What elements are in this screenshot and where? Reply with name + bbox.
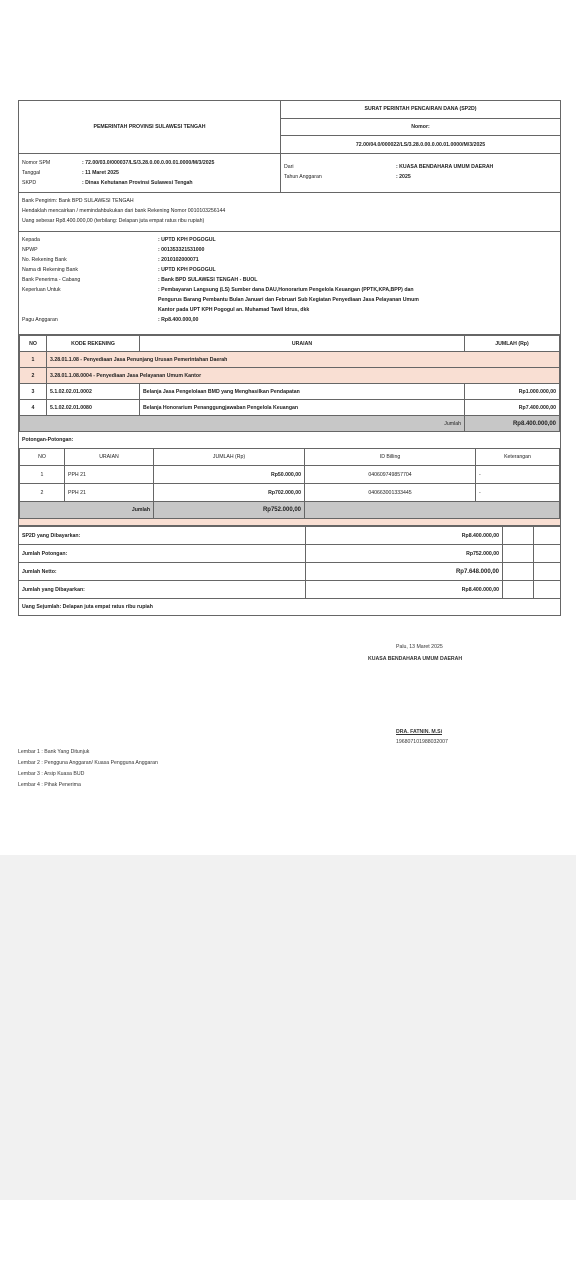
info-label: Dari	[284, 164, 294, 170]
sp2d-title-block	[281, 101, 560, 153]
nomor-value: 72.00/04.0/000022/LS/3.28.0.00.0.00.01.0000/M/3/2025	[355, 141, 486, 148]
signature-nip: 196807101988032007	[396, 739, 448, 745]
total-row	[20, 502, 560, 519]
summary-row	[19, 545, 560, 563]
empty-cell	[503, 527, 534, 545]
bank-instruction: Hendaklah mencairkan / memindahbukukan dari bank Rekening Nomor 0010103256144	[22, 208, 226, 214]
recipient-row	[22, 315, 557, 325]
potongan-total-label: Jumlah	[20, 502, 154, 519]
col-jumlah: JUMLAH (Rp)	[154, 449, 305, 466]
summary-value: Rp7.648.000,00	[306, 563, 503, 581]
row-uraian: Belanja Honorarium Penanggungjawaban Pengelola Keuangan	[140, 400, 465, 416]
total-value: Rp8.400.000,00	[465, 416, 560, 432]
recipient-row	[22, 235, 557, 245]
table-row	[20, 484, 560, 502]
recipient-value: Pengurus Barang Pembantu Bulan Januari dan Februari Sub Kegiatan Penyediaan Jasa Pelayanan Umum	[158, 297, 419, 303]
divider-band	[19, 519, 560, 526]
total-label: Jumlah	[20, 416, 465, 432]
government-title: PEMERINTAH PROVINSI SULAWESI TENGAH	[19, 101, 281, 153]
terbilang: Uang Sejumlah: Delapan juta empat ratus ribu rupiah	[22, 604, 153, 610]
info-row	[22, 178, 277, 188]
empty-cell	[534, 581, 561, 599]
row-program: 3.28.01.1.08.0004 - Penyediaan Jasa Pelayanan Umum Kantor	[47, 368, 560, 384]
recipient-value: : Bank BPD SULAWESI TENGAH - BUOL	[158, 277, 258, 283]
summary-value: Rp8.400.000,00	[306, 581, 503, 599]
recipient-row	[22, 275, 557, 285]
row-no: 2	[20, 368, 47, 384]
recipient-label	[22, 305, 158, 315]
row-jumlah: Rp50.000,00	[154, 466, 305, 484]
info-row	[284, 162, 557, 172]
col-no: NO	[20, 449, 65, 466]
signature-role: KUASA BENDAHARA UMUM DAERAH	[368, 656, 463, 662]
summary-value: Rp752.000,00	[306, 545, 503, 563]
recipient-row	[22, 265, 557, 275]
info-value: : KUASA BENDAHARA UMUM DAERAH	[396, 164, 494, 170]
recipient-label: Bank Penerima - Cabang	[22, 277, 81, 283]
recipient-value: : 001353321531000	[158, 247, 205, 253]
rekening-table	[19, 335, 560, 432]
empty-cell	[503, 581, 534, 599]
row-program: 3.28.01.1.08 - Penyediaan Jasa Penunjang Urusan Pemerintahan Daerah	[47, 352, 560, 368]
info-value: : Dinas Kehutanan Provinsi Sulawesi Tengah	[82, 180, 193, 186]
info-value: : 2025	[396, 174, 411, 180]
recipient-label: Kepada	[22, 237, 40, 243]
col-keterangan: Keterangan	[476, 449, 560, 466]
col-jumlah: JUMLAH (Rp)	[465, 336, 560, 352]
viewer-background	[0, 855, 576, 1200]
table-row	[20, 368, 560, 384]
signature-name: DRA. FATNIN. M.Si	[396, 729, 443, 735]
recipient-label	[22, 295, 158, 305]
recipient-value: : UPTD KPH POGOGUL	[158, 237, 216, 243]
summary-label: Jumlah yang Dibayarkan:	[19, 581, 306, 599]
col-uraian: URAIAN	[65, 449, 154, 466]
recipient-row	[22, 305, 557, 315]
lembar-item: Lembar 3 : Arsip Kuasa BUD	[18, 771, 85, 777]
row-billing: 040609749857704	[305, 466, 476, 484]
bank-section	[19, 193, 560, 232]
row-uraian: PPH 21	[65, 466, 154, 484]
info-value: : 72.00/03.0/000037/LS/3.28.0.00.0.00.01.0000/M/3/2025	[82, 160, 215, 166]
lembar-item: Lembar 2 : Pengguna Anggaran/ Kuasa Pengguna Anggaran	[18, 760, 158, 766]
row-billing: 040663001333445	[305, 484, 476, 502]
potongan-title: Potongan-Potongan:	[22, 437, 74, 443]
row-no: 4	[20, 400, 47, 416]
recipient-value: : Rp8.400.000,00	[158, 317, 199, 323]
table-row	[20, 400, 560, 416]
empty-cell	[534, 527, 561, 545]
table-row	[20, 384, 560, 400]
row-kode: 5.1.02.02.01.0080	[47, 400, 140, 416]
nomor-label: Nomor:	[281, 119, 560, 137]
info-row	[284, 172, 557, 182]
row-kode: 5.1.02.02.01.0002	[47, 384, 140, 400]
recipient-row	[22, 295, 557, 305]
recipient-label: Keperluan Untuk	[22, 287, 61, 293]
summary-label: Jumlah Netto:	[19, 563, 306, 581]
info-row	[22, 158, 277, 168]
total-row	[20, 416, 560, 432]
row-jumlah: Rp702.000,00	[154, 484, 305, 502]
lembar-item: Lembar 4 : Pihak Penerima	[18, 782, 81, 788]
col-kode: KODE REKENING	[47, 336, 140, 352]
lembar-item: Lembar 1 : Bank Yang Ditunjuk	[18, 749, 90, 755]
spm-info-right	[281, 154, 560, 192]
potongan-total-value: Rp752.000,00	[154, 502, 305, 519]
row-uraian: Belanja Jasa Pengelolaan BMD yang Menghasilkan Pendapatan	[140, 384, 465, 400]
table-row	[20, 352, 560, 368]
recipient-label: NPWP	[22, 247, 38, 253]
recipient-section	[19, 232, 560, 335]
empty-cell	[534, 563, 561, 581]
potongan-table	[19, 448, 560, 519]
recipient-row	[22, 245, 557, 255]
recipient-label: Pagu Anggaran	[22, 317, 58, 323]
row-jumlah: Rp7.400.000,00	[465, 400, 560, 416]
recipient-row	[22, 255, 557, 265]
summary-row	[19, 527, 560, 545]
info-label: Tahun Anggaran	[284, 174, 322, 180]
spm-info	[19, 154, 560, 193]
info-value: : 11 Maret 2025	[82, 170, 119, 176]
recipient-value: : 2010102000071	[158, 257, 199, 263]
recipient-label: Nama di Rekening Bank	[22, 267, 78, 273]
summary-row	[19, 581, 560, 599]
summary-value: Rp8.400.000,00	[306, 527, 503, 545]
bank-amount: Uang sebesar Rp8.400.000,00 (terbilang: Delapan juta empat ratus ribu rupiah)	[22, 218, 205, 224]
summary-table	[19, 526, 560, 599]
summary-label: Jumlah Potongan:	[19, 545, 306, 563]
col-uraian: URAIAN	[140, 336, 465, 352]
recipient-list	[19, 232, 560, 334]
row-no: 3	[20, 384, 47, 400]
table-header-row	[20, 336, 560, 352]
row-keterangan: -	[476, 466, 560, 484]
recipient-value: : Pembayaran Langsung (LS) Sumber dana DAU,Honorarium Pengelola Keuangan (PPTK,KPA,BPP) dan	[158, 287, 414, 293]
row-jumlah: Rp1.000.000,00	[465, 384, 560, 400]
recipient-row	[22, 285, 557, 295]
info-label: SKPD	[22, 180, 37, 186]
row-no: 1	[20, 466, 65, 484]
summary-label: SP2D yang Dibayarkan:	[19, 527, 306, 545]
row-no: 1	[20, 352, 47, 368]
doc-header	[19, 101, 560, 154]
info-label: Tanggal	[22, 170, 41, 176]
info-label: Nomor SPM	[22, 160, 51, 166]
summary-row	[19, 563, 560, 581]
empty-cell	[534, 545, 561, 563]
empty-cell	[503, 545, 534, 563]
empty-cell	[305, 502, 560, 519]
row-no: 2	[20, 484, 65, 502]
bank-sender: Bank Pengirim: Bank BPD SULAWESI TENGAH	[22, 198, 134, 204]
bank-lines	[19, 193, 560, 231]
col-no: NO	[20, 336, 47, 352]
row-uraian: PPH 21	[65, 484, 154, 502]
recipient-label: No. Rekening Bank	[22, 257, 67, 263]
info-row	[22, 168, 277, 178]
empty-cell	[503, 563, 534, 581]
spm-info-left	[19, 154, 281, 192]
table-row	[20, 466, 560, 484]
recipient-value: : UPTD KPH POGOGUL	[158, 267, 216, 273]
row-keterangan: -	[476, 484, 560, 502]
table-header-row	[20, 449, 560, 466]
sp2d-title: SURAT PERINTAH PENCAIRAN DANA (SP2D)	[281, 101, 560, 119]
signature-place-date: Palu, 13 Maret 2025	[396, 644, 443, 650]
sp2d-document	[18, 100, 561, 616]
col-billing: ID Billing	[305, 449, 476, 466]
recipient-value: Kantor pada UPT KPH Pogogul an. Muhamad Tawil Idrus, dkk	[158, 307, 310, 313]
